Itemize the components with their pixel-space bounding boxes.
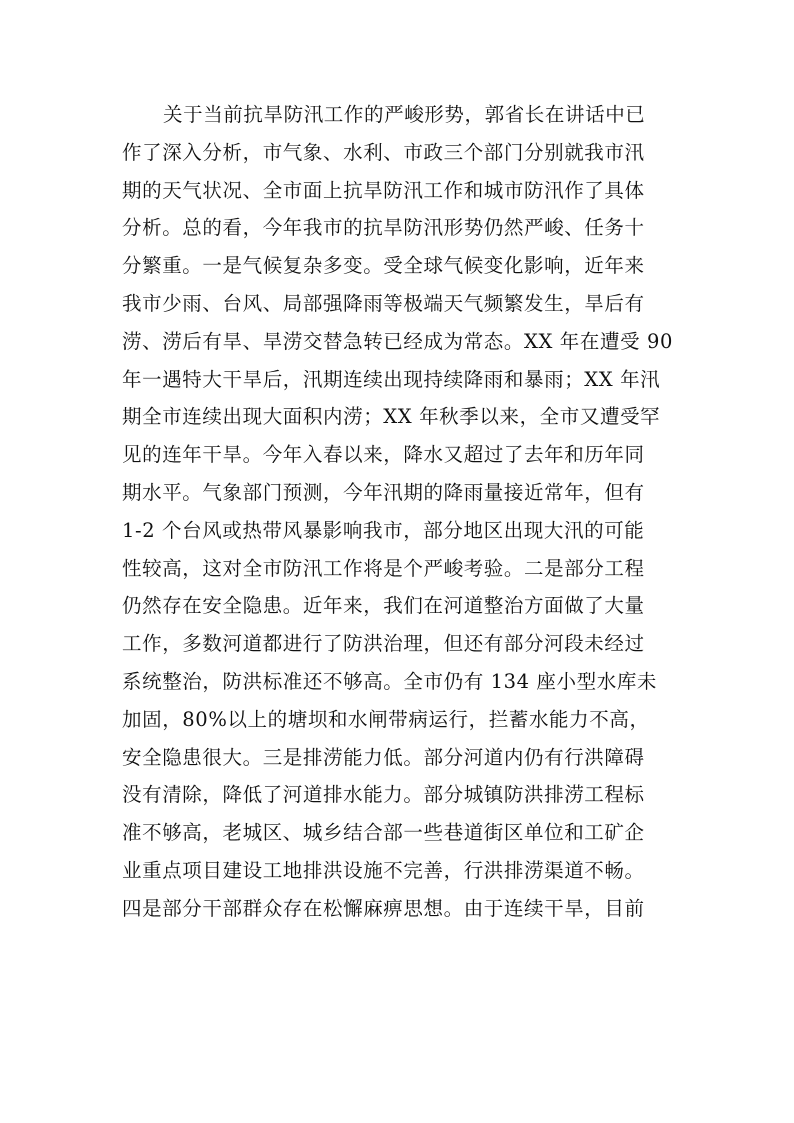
paragraph-line: 1-2 个台风或热带风暴影响我市，部分地区出现大汛的可能 xyxy=(122,518,645,542)
paragraph-line: 期的天气状况、全市面上抗旱防汛工作和城市防汛作了具体 xyxy=(122,178,645,202)
paragraph-line: 年一遇特大干旱后，汛期连续出现持续降雨和暴雨；XX 年汛 xyxy=(122,367,661,391)
paragraph-line: 作了深入分析，市气象、水利、市政三个部门分别就我市汛 xyxy=(122,140,645,164)
paragraph-line: 期全市连续出现大面积内涝；XX 年秋季以来，全市又遭受罕 xyxy=(122,405,661,429)
paragraph-line: 加固，80%以上的塘坝和水闸带病运行，拦蓄水能力不高， xyxy=(122,707,650,731)
paragraph-line: 性较高，这对全市防汛工作将是个严峻考验。二是部分工程 xyxy=(122,556,645,580)
paragraph-line: 期水平。气象部门预测，今年汛期的降雨量接近常年，但有 xyxy=(122,480,645,504)
paragraph-line: 涝、涝后有旱、旱涝交替急转已经成为常态。XX 年在遭受 90 xyxy=(122,329,673,353)
paragraph-line: 分繁重。一是气候复杂多变。受全球气候变化影响，近年来 xyxy=(122,254,645,278)
paragraph-line: 我市少雨、台风、局部强降雨等极端天气频繁发生，旱后有 xyxy=(122,291,645,315)
paragraph-line: 安全隐患很大。三是排涝能力低。部分河道内仍有行洪障碍 xyxy=(122,745,645,769)
paragraph-line: 见的连年干旱。今年入春以来，降水又超过了去年和历年同 xyxy=(122,443,645,467)
paragraph-line: 仍然存在安全隐患。近年来，我们在河道整治方面做了大量 xyxy=(122,594,645,618)
paragraph-line: 分析。总的看，今年我市的抗旱防汛形势仍然严峻、任务十 xyxy=(122,216,645,240)
paragraph-line: 准不够高，老城区、城乡结合部一些巷道街区单位和工矿企 xyxy=(122,821,645,845)
paragraph-line: 工作，多数河道都进行了防洪治理，但还有部分河段未经过 xyxy=(122,632,645,656)
paragraph-line: 没有清除，降低了河道排水能力。部分城镇防洪排涝工程标 xyxy=(122,783,645,807)
paragraph-line: 关于当前抗旱防汛工作的严峻形势，郭省长在讲话中已 xyxy=(163,103,646,126)
paragraph-line: 四是部分干部群众存在松懈麻痹思想。由于连续干旱，目前 xyxy=(122,896,645,920)
paragraph-line: 业重点项目建设工地排洪设施不完善，行洪排涝渠道不畅。 xyxy=(122,858,645,882)
body-paragraph xyxy=(122,96,682,928)
paragraph-line: 系统整治，防洪标准还不够高。全市仍有 134 座小型水库未 xyxy=(122,669,658,693)
